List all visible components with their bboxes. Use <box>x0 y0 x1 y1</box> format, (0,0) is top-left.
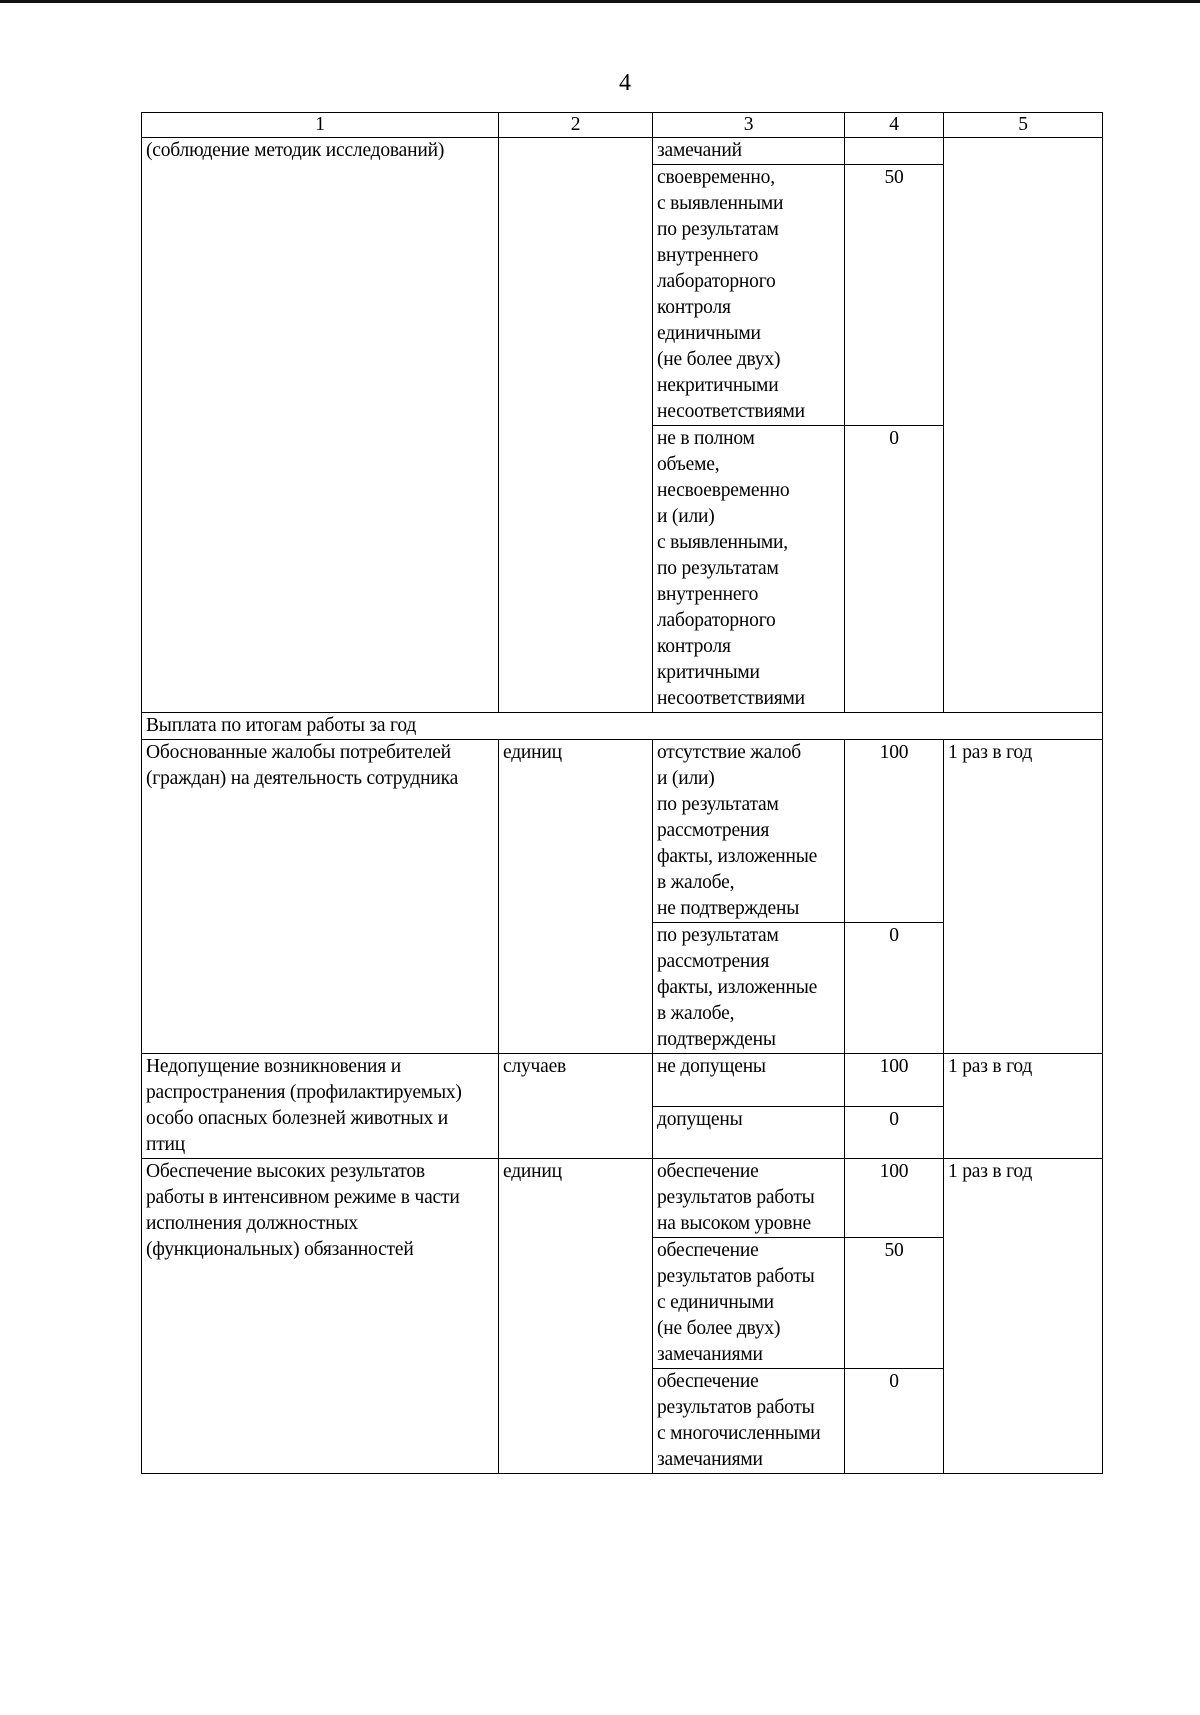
condition-cell: замечаний <box>653 138 845 165</box>
score-cell: 100 <box>845 1159 944 1238</box>
text-line: на высоком уровне <box>657 1213 811 1234</box>
criteria-table <box>141 112 1103 1474</box>
text-line: рассмотрения <box>657 820 770 841</box>
unit-cell <box>499 138 653 713</box>
score-cell: 0 <box>845 1369 944 1474</box>
condition-cell <box>653 1369 845 1474</box>
condition-cell <box>653 923 845 1054</box>
text-line: замечаниями <box>657 1344 763 1365</box>
text-line: птиц <box>146 1134 186 1155</box>
text-line: подтверждены <box>657 1029 776 1050</box>
text-line: лабораторного <box>657 271 776 292</box>
text-line: и (или) <box>657 506 715 527</box>
text-line: отсутствие жалоб <box>657 742 802 763</box>
text-line: Обеспечение высоких результатов <box>146 1161 425 1182</box>
text-line: результатов работы <box>657 1266 815 1287</box>
text-line: и (или) <box>657 768 715 789</box>
score-cell: 0 <box>845 1106 944 1159</box>
condition-cell <box>653 740 845 923</box>
score-cell: 0 <box>845 923 944 1054</box>
score-cell: 0 <box>845 426 944 713</box>
condition-cell <box>653 1238 845 1369</box>
text-line: результатов работы <box>657 1187 815 1208</box>
text-line: не подтверждены <box>657 898 800 919</box>
unit-cell: единиц <box>499 1159 653 1474</box>
column-number: 3 <box>653 113 845 138</box>
frequency-cell: 1 раз в год <box>944 1159 1103 1474</box>
text-line: объеме, <box>657 454 720 475</box>
text-line: с выявленными, <box>657 532 788 553</box>
text-line: Недопущение возникновения и <box>146 1056 401 1077</box>
text-line: допущены <box>657 1108 743 1130</box>
text-line: особо опасных болезней животных и <box>146 1108 448 1129</box>
text-line: по результатам <box>657 794 779 815</box>
text-line: с многочисленными <box>657 1423 821 1444</box>
text-line: несвоевременно <box>657 480 790 501</box>
text-line: с выявленными <box>657 193 784 214</box>
condition-cell <box>653 1054 845 1107</box>
top-border-line <box>0 0 1200 3</box>
text-line: работы в интенсивном режиме в части <box>146 1187 460 1208</box>
text-line: своевременно, <box>657 167 775 188</box>
column-number: 5 <box>944 113 1103 138</box>
score-cell: 100 <box>845 740 944 923</box>
text-line: контроля <box>657 297 731 318</box>
criterion-name: (соблюдение методик исследований) <box>142 138 499 713</box>
column-number: 4 <box>845 113 944 138</box>
text-line: некритичными <box>657 375 779 396</box>
section-title: Выплата по итогам работы за год <box>142 713 1103 740</box>
text-line: внутреннего <box>657 584 759 605</box>
text-line: (граждан) на деятельность сотрудника <box>146 768 459 789</box>
score-cell: 50 <box>845 165 944 426</box>
criterion-name <box>142 740 499 1054</box>
text-line: (не более двух) <box>657 349 781 370</box>
text-line: замечаниями <box>657 1449 763 1470</box>
continuation-row <box>142 138 1103 165</box>
unit-cell: случаев <box>499 1054 653 1159</box>
score-cell: 50 <box>845 1238 944 1369</box>
text-line: (функциональных) обязанностей <box>146 1239 414 1260</box>
section-title-row <box>142 713 1103 740</box>
score-cell <box>845 138 944 165</box>
page-number: 4 <box>619 70 631 96</box>
text-line: (не более двух) <box>657 1318 781 1339</box>
text-line: с единичными <box>657 1292 774 1313</box>
criterion-row <box>142 1159 1103 1238</box>
frequency-cell <box>944 138 1103 713</box>
text-line: исполнения должностных <box>146 1213 358 1234</box>
text-line: обеспечение <box>657 1371 759 1392</box>
text-line: Обоснованные жалобы потребителей <box>146 742 451 763</box>
text-line: не допущены <box>657 1056 766 1077</box>
text-line: факты, изложенные <box>657 846 818 867</box>
criterion-name <box>142 1159 499 1474</box>
text-line: обеспечение <box>657 1240 759 1261</box>
text-line: несоответствиями <box>657 688 805 709</box>
text-line: по результатам <box>657 925 779 946</box>
text-line: по результатам <box>657 558 779 579</box>
text-line: единичными <box>657 323 761 344</box>
criterion-row <box>142 740 1103 923</box>
score-cell: 100 <box>845 1054 944 1107</box>
text-line: распространения (профилактируемых) <box>146 1082 462 1103</box>
condition-cell <box>653 165 845 426</box>
frequency-cell: 1 раз в год <box>944 740 1103 1054</box>
frequency-cell: 1 раз в год <box>944 1054 1103 1159</box>
text-line: лабораторного <box>657 610 776 631</box>
unit-cell: единиц <box>499 740 653 1054</box>
text-line: внутреннего <box>657 245 759 266</box>
text-line: не в полном <box>657 428 755 449</box>
text-line: по результатам <box>657 219 779 240</box>
condition-cell <box>653 1106 845 1159</box>
column-number: 2 <box>499 113 653 138</box>
text-line: несоответствиями <box>657 401 805 422</box>
column-number-row <box>142 113 1103 138</box>
criterion-row <box>142 1054 1103 1107</box>
text-line: результатов работы <box>657 1397 815 1418</box>
condition-cell <box>653 426 845 713</box>
text-line: контроля <box>657 636 731 657</box>
condition-cell <box>653 1159 845 1238</box>
column-number: 1 <box>142 113 499 138</box>
text-line: обеспечение <box>657 1161 759 1182</box>
text-line: в жалобе, <box>657 872 735 893</box>
text-line: факты, изложенные <box>657 977 818 998</box>
text-line: критичными <box>657 662 760 683</box>
text-line: в жалобе, <box>657 1003 735 1024</box>
criterion-name <box>142 1054 499 1159</box>
text-line: рассмотрения <box>657 951 770 972</box>
